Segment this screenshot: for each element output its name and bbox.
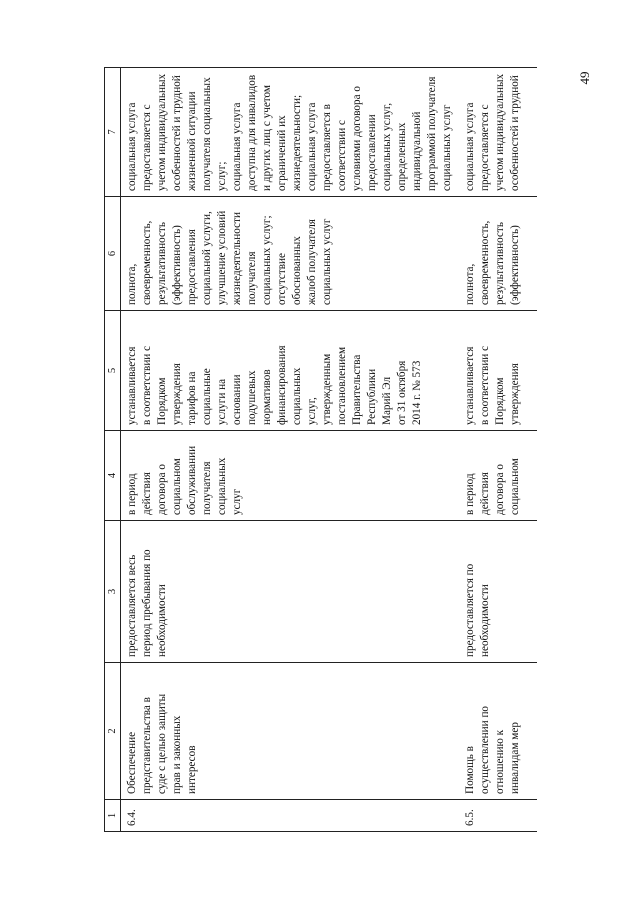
cell-line: в соответствии с: [479, 345, 491, 425]
cell-text: [125, 667, 200, 794]
quality-indicators-cell: [459, 197, 537, 311]
cell-line: получателя: [246, 251, 258, 305]
cell-line: в период: [126, 473, 138, 515]
cell-line: своевременность,: [479, 220, 491, 305]
cell-line: учетом индивидуальных: [494, 73, 506, 191]
header-cell: 3: [105, 521, 121, 663]
cell-line: устанавливается: [464, 346, 476, 425]
cell-text: [463, 201, 523, 305]
cell-line: предоставляется с: [141, 104, 153, 191]
cell-line: доступна для инвалидов: [246, 74, 258, 191]
cell-line: отсутствие: [276, 253, 288, 305]
cell-line: предоставляется с: [479, 104, 491, 191]
service-name-cell: [121, 663, 460, 800]
header-cell: 4: [105, 431, 121, 521]
cell-text: [125, 315, 425, 425]
service-cost-cell: [121, 311, 460, 431]
cell-line: определенных: [396, 122, 408, 191]
cell-line: (эффективность): [509, 225, 521, 305]
cell-line: своевременность,: [141, 220, 153, 305]
cell-line: жизнедеятельности;: [291, 94, 303, 191]
cell-line: предоставления: [186, 229, 198, 305]
cell-line: обслуживании: [186, 445, 198, 515]
cell-line: социальных услуг,: [381, 102, 393, 191]
service-period-cell: [121, 521, 460, 663]
service-conditions-cell: [459, 68, 537, 197]
cell-line: предоставлении: [366, 114, 378, 191]
quality-indicators-cell: [121, 197, 460, 311]
cell-line: утвержденным: [321, 353, 333, 425]
cell-line: предоставляется по: [464, 563, 476, 657]
cell-line: социальная услуга: [306, 102, 318, 191]
cell-text: [463, 72, 523, 191]
service-conditions-cell: [121, 68, 460, 197]
cell-line: получателя: [201, 461, 213, 515]
cell-line: жизненной ситуации: [186, 91, 198, 191]
cell-line: отношению к: [494, 729, 506, 794]
cell-line: утверждения: [171, 363, 183, 425]
cell-line: Обеспечение: [126, 731, 138, 794]
cell-line: (эффективность): [171, 225, 183, 305]
cell-line: суде с целью защиты: [156, 693, 168, 794]
cell-line: договора о: [156, 464, 168, 515]
cell-line: социальном: [171, 458, 183, 515]
cell-line: Порядком: [156, 377, 168, 425]
cell-line: социальных услуг: [321, 218, 333, 305]
cell-line: инвалидам мер: [509, 722, 521, 794]
cell-line: в период: [464, 473, 476, 515]
cell-line: необходимости: [479, 584, 491, 657]
cell-line: программой получателя: [426, 76, 438, 191]
cell-line: период пребывания по: [141, 549, 153, 657]
cell-line: предоставляется в: [321, 104, 333, 191]
cell-line: Марий Эл: [381, 376, 393, 425]
cell-text: [125, 72, 455, 191]
cell-line: социальных услуг;: [261, 215, 273, 305]
cell-text: [463, 315, 523, 425]
service-term-cell: [121, 431, 460, 521]
cell-line: условиями договора о: [351, 86, 363, 191]
cell-line: улучшение условий: [216, 210, 228, 305]
cell-text: [125, 201, 335, 305]
header-cell: 7: [105, 68, 121, 197]
cell-line: результативность: [156, 222, 168, 305]
cell-line: основании: [231, 374, 243, 425]
cell-line: предоставляется весь: [126, 554, 138, 657]
cell-line: социальные: [201, 368, 213, 425]
cell-line: социальных: [291, 367, 303, 425]
cell-line: социальных: [216, 457, 228, 515]
cell-line: обоснованных: [291, 236, 303, 305]
cell-line: получателя социальных: [201, 77, 213, 191]
cell-line: Правительства: [351, 354, 363, 425]
cell-line: утверждения: [509, 363, 521, 425]
cell-line: финансирования: [276, 345, 288, 425]
cell-line: представительства в: [141, 697, 153, 794]
cell-line: особенностей и трудной: [509, 75, 521, 191]
table-header-row: [105, 68, 121, 832]
cell-line: социальном: [509, 458, 521, 515]
cell-text: [463, 525, 493, 657]
cell-line: осуществлении по: [479, 705, 491, 794]
rotated-table-container: [104, 68, 532, 832]
cell-line: тарифов на: [186, 371, 198, 425]
cell-line: договора о: [494, 464, 506, 515]
cell-line: и других лиц с учетом: [261, 85, 273, 191]
cell-line: учетом индивидуальных: [156, 73, 168, 191]
cell-line: полнота,: [126, 263, 138, 305]
service-period-cell: [459, 521, 537, 663]
header-cell: 5: [105, 311, 121, 431]
cell-line: услуг: [231, 488, 243, 515]
cell-line: устанавливается: [126, 346, 138, 425]
cell-line: услуг,: [306, 397, 318, 425]
cell-text: [125, 525, 170, 657]
cell-line: жалоб получателя: [306, 219, 318, 305]
cell-line: подушевых: [246, 370, 258, 425]
cell-line: в соответствии с: [141, 345, 153, 425]
cell-line: от 31 октября: [396, 360, 408, 425]
cell-line: социальная услуга: [231, 102, 243, 191]
cell-line: Порядком: [494, 377, 506, 425]
cell-line: полнота,: [464, 263, 476, 305]
cell-line: действия: [479, 472, 491, 515]
cell-text: [125, 435, 245, 515]
cell-line: нормативов: [261, 369, 273, 425]
service-name-cell: [459, 663, 537, 800]
service-cost-cell: [459, 311, 537, 431]
cell-line: 2014 г. № 573: [411, 360, 423, 425]
table-row: [459, 68, 537, 832]
service-term-cell: [459, 431, 537, 521]
cell-line: социальная услуга: [126, 102, 138, 191]
row-number-cell: 6.5.: [459, 800, 537, 832]
cell-line: индивидуальной: [411, 111, 423, 191]
cell-line: действия: [141, 472, 153, 515]
cell-line: ограничений их: [276, 115, 288, 191]
cell-line: особенностей и трудной: [171, 75, 183, 191]
services-table: [104, 67, 537, 832]
cell-line: жизнедеятельности: [231, 212, 243, 305]
cell-line: услуг;: [216, 161, 228, 191]
cell-line: прав и законных: [171, 715, 183, 794]
cell-line: интересов: [186, 745, 198, 794]
cell-line: услуги на: [216, 378, 228, 425]
cell-line: постановлением: [336, 346, 348, 425]
cell-text: [463, 435, 523, 515]
cell-line: социальной услуги,: [201, 211, 213, 305]
row-number-cell: 6.4.: [121, 800, 460, 832]
cell-text: [463, 667, 523, 794]
cell-line: Помощь в: [464, 746, 476, 794]
cell-line: социальная услуга: [464, 102, 476, 191]
header-cell: 2: [105, 663, 121, 800]
header-cell: 6: [105, 197, 121, 311]
page-number: 49: [577, 71, 592, 85]
table-row: [121, 68, 460, 832]
cell-line: социальных услуг: [441, 104, 453, 191]
cell-line: необходимости: [156, 584, 168, 657]
header-cell: 1: [105, 800, 121, 832]
cell-line: Республики: [366, 368, 378, 425]
cell-line: соответствии с: [336, 120, 348, 191]
cell-line: результативность: [494, 222, 506, 305]
